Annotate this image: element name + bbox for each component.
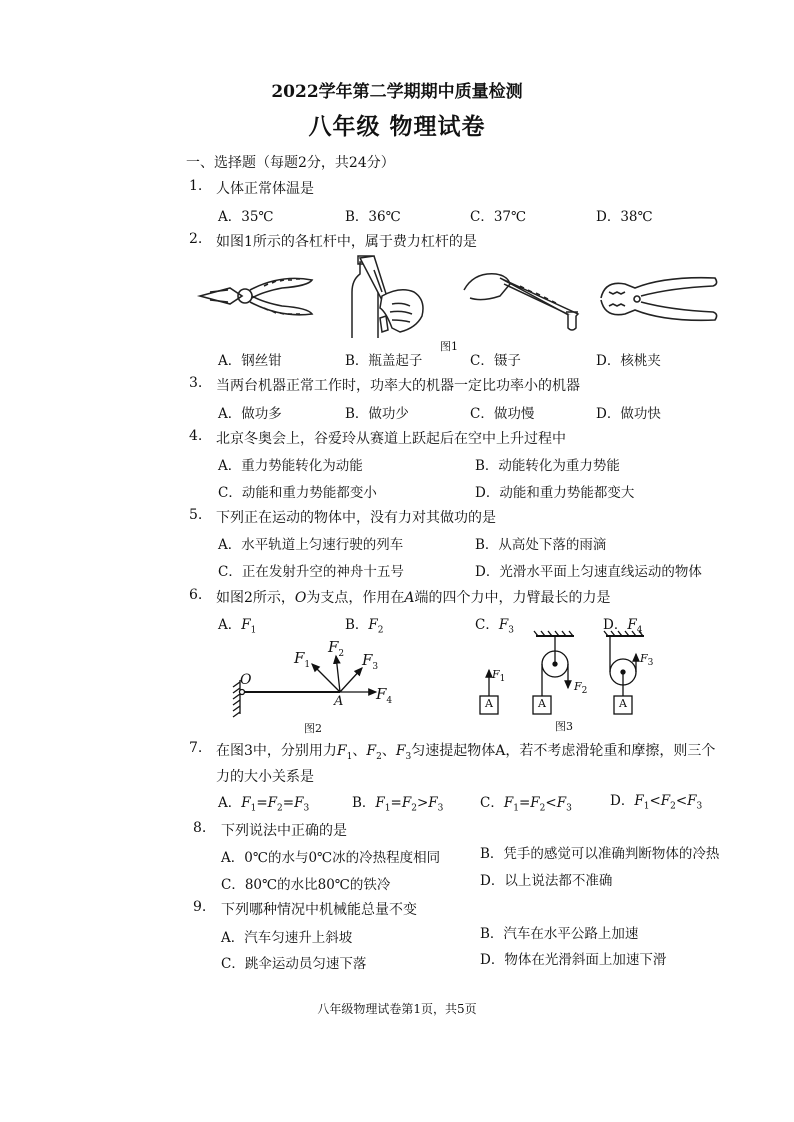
option-b: B．瓶盖起子 [345,353,423,369]
question-text: 下列哪种情况中机械能总量不变 [221,902,417,918]
option-c: C．$F_3$ [475,617,514,636]
question-text-continued: 力的大小关系是 [216,769,314,785]
option-d: D．动能和重力势能都变大 [475,485,635,501]
force-label-f1: $F_1$ [492,668,506,685]
question-text: 下列说法中正确的是 [221,823,347,839]
question-text: 北京冬奥会上，谷爱玲从赛道上跃起后在空中上升过程中 [216,431,566,447]
force-label-f4: $F_4$ [376,685,393,706]
option-b: B．动能转化为重力势能 [475,458,620,474]
option-a: A．重力势能转化为动能 [218,458,363,474]
option-c: C．正在发射升空的神舟十五号 [218,564,404,580]
force-label-f3: $F_3$ [640,652,654,669]
pliers-illustration [190,256,320,336]
question-text: 如图2所示，O为支点，作用在A端的四个力中，力臂最长的力是 [216,590,611,606]
question-number: 9. [193,899,207,915]
point-label-a: A [334,694,344,709]
option-c: C．做功慢 [470,406,535,422]
question-number: 7. [189,740,203,756]
option-a: A．水平轨道上匀速行驶的列车 [218,537,404,553]
option-a: A．$F_1=F_2=F_3$ [218,795,310,814]
force-label-f1: $F_1$ [294,649,311,670]
force-label-f2: $F_2$ [328,638,345,659]
option-b: B．$F_2$ [345,617,384,636]
question-text: 如图1所示的各杠杆中，属于费力杠杆的是 [216,234,477,250]
option-c: C．跳伞运动员匀速下落 [221,956,367,972]
figure-2-caption: 图2 [304,722,322,735]
bottle-opener-illustration [330,252,440,340]
option-c: C．动能和重力势能都变小 [218,485,377,501]
option-a: A．35℃ [218,209,274,225]
tweezers-illustration [460,262,588,334]
option-d: D．$F_1<F_2<F_3$ [610,793,703,812]
option-d: D．以上说法都不准确 [480,873,613,889]
page-footer: 八年级物理试卷第1页，共5页 [317,1002,477,1016]
option-b: B．凭手的感觉可以准确判断物体的冷热 [480,846,720,862]
option-d: D．做功快 [596,406,661,422]
option-a: A．$F_1$ [218,617,257,636]
question-text: 下列正在运动的物体中，没有力对其做功的是 [216,510,496,526]
option-b: B．做功少 [345,406,409,422]
figure-3-caption: 图3 [555,720,573,733]
option-c: C．80℃的水比80℃的铁冷 [221,877,391,893]
option-b: B．36℃ [345,209,401,225]
section-heading: 一、选择题（每题2分，共24分） [186,155,395,171]
question-number: 8. [193,820,207,836]
question-number: 6. [189,587,203,603]
force-label-f3: $F_3$ [362,651,379,672]
option-c: C．镊子 [470,353,521,369]
option-d: D．光滑水平面上匀速直线运动的物体 [475,564,702,580]
pivot-label-o: O [240,672,252,688]
exam-title: 2022学年第二学期期中质量检测 [271,82,523,102]
option-d: D．$F_4$ [603,617,643,636]
figure-1-caption: 图1 [440,340,458,353]
question-text: 人体正常体温是 [216,181,314,197]
figure-2-lever-diagram [228,632,404,724]
option-c: C．37℃ [470,209,527,225]
question-number: 3. [189,375,203,391]
option-a: A．汽车匀速升上斜坡 [221,930,353,946]
force-label-f2: $F_2$ [574,680,588,697]
option-c: C．$F_1=F_2<F_3$ [480,795,572,814]
question-number: 1. [189,178,203,194]
option-d: D．核桃夹 [596,353,661,369]
option-b: B．从高处下落的雨滴 [475,537,607,553]
nutcracker-illustration [595,268,725,330]
question-number: 2. [189,231,203,247]
option-d: D．38℃ [596,209,653,225]
question-text: 在图3中，分别用力$F_1$、$F_2$、$F_3$匀速提起物体A，若不考虑滑轮重和摩擦，则三个 [216,743,716,762]
option-a: A．做功多 [218,406,282,422]
question-number: 4. [189,428,203,444]
block-label: A [619,697,627,710]
exam-subtitle: 八年级 物理试卷 [308,113,486,140]
option-b: B．汽车在水平公路上加速 [480,926,639,942]
option-b: B．$F_1=F_2>F_3$ [352,795,444,814]
block-label: A [538,697,546,710]
option-a: A．0℃的水与0℃冰的冷热程度相同 [221,850,441,866]
question-number: 5. [189,507,203,523]
option-a: A．钢丝钳 [218,353,282,369]
option-d: D．物体在光滑斜面上加速下滑 [480,952,667,968]
question-text: 当两台机器正常工作时，功率大的机器一定比功率小的机器 [216,378,580,394]
block-label: A [485,697,493,710]
